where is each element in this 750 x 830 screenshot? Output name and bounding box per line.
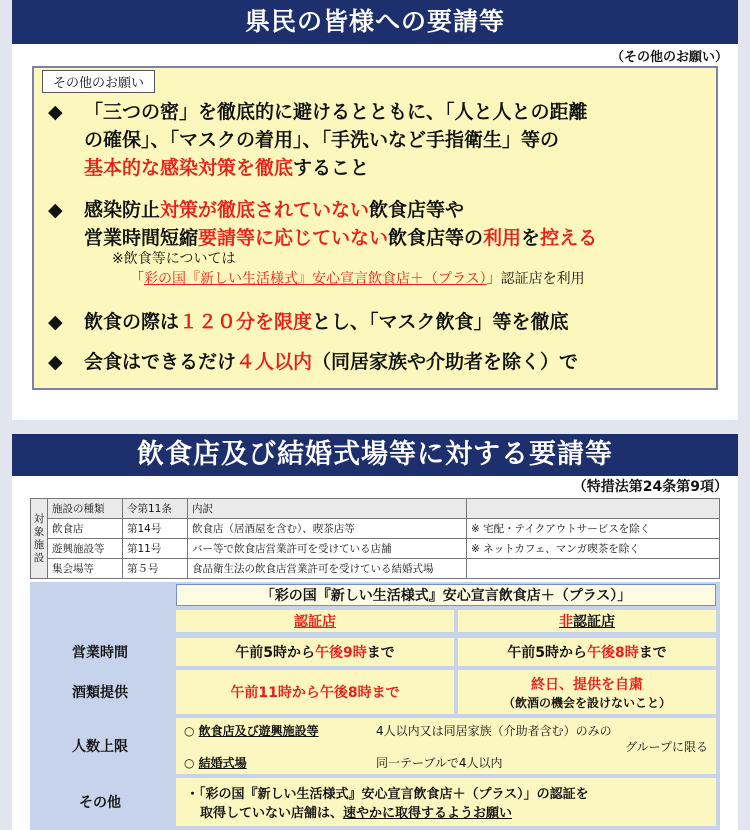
non-certified-alcohol: 終日、提供を自粛 （飲酒の機会を設けないこと） bbox=[458, 670, 716, 714]
grid-corner bbox=[30, 582, 170, 634]
certified-hours: 午前5時から午後9時まで bbox=[176, 638, 454, 666]
diamond-bullet-icon: ◆ bbox=[48, 101, 63, 123]
col-certified: 認証店 bbox=[176, 610, 454, 632]
facility-table bbox=[30, 498, 720, 579]
certified-store-note: 「彩の国『新しい生活様式』安心宣言飲食店＋（プラス）」認証店を利用 bbox=[130, 271, 585, 287]
section2-subtitle: （特措法第24条第9項） bbox=[572, 479, 728, 495]
section2-title: 飲食店及び結婚式場等に対する要請等 bbox=[12, 434, 738, 476]
group-limit-details: ○ 飲食店及び遊興施設等 4人以内又は同居家族（介助者含む）のみの グループに限る ○ 結婚式場 同一テーブルで4人以内 bbox=[176, 718, 716, 774]
bullet-three-cs: ◆ 「三つの密」を徹底的に避けるとともに、「人と人との距離 の確保」、「マスクの着用」、「手洗いなど手指衛生」等の 基本的な感染対策を徹底すること bbox=[48, 98, 708, 182]
certified-program-header: 「彩の国『新しい生活様式』安心宣言飲食店＋（プラス）」 bbox=[176, 584, 716, 606]
col-non-certified: 非認証店 bbox=[458, 610, 716, 632]
row-label-group-limit: 人数上限 bbox=[30, 718, 170, 774]
dining-note: ※飲食等については bbox=[112, 251, 236, 267]
other-requests-tag: その他のお願い bbox=[42, 70, 155, 93]
facility-table-header: 対 象 施 設 施設の種類 令第11条 内訳 bbox=[31, 499, 720, 519]
row-label-alcohol: 酒類提供 bbox=[30, 670, 170, 714]
row-label-other: その他 bbox=[30, 778, 170, 826]
diamond-bullet-icon: ◆ bbox=[48, 351, 63, 373]
requirements-grid bbox=[30, 582, 720, 830]
table-row: 集会場等 第５号 食品衛生法の飲食店営業許可を受けている結婚式場 bbox=[31, 559, 720, 579]
non-certified-hours: 午前5時から午後8時まで bbox=[458, 638, 716, 666]
bullet-four-people: ◆ 会食はできるだけ４人以内（同居家族や介助者を除く）で bbox=[48, 348, 708, 376]
diamond-bullet-icon: ◆ bbox=[48, 199, 63, 221]
bullet-avoid-restaurants: ◆ 感染防止対策が徹底されていない飲食店等や 営業時間短縮要請等に応じていない飲食店等の利用を控える bbox=[48, 196, 708, 252]
table-row: 飲食店 第14号 飲食店（居酒屋を含む）、喫茶店等 ※ 宅配・テイクアウトサービスを除く bbox=[31, 519, 720, 539]
section1-subtitle: （その他のお願い） bbox=[610, 50, 728, 65]
row-label-hours: 営業時間 bbox=[30, 638, 170, 666]
residents-request-panel bbox=[12, 0, 738, 420]
diamond-bullet-icon: ◆ bbox=[48, 311, 63, 333]
other-details: ・「彩の国『新しい生活様式』安心宣言飲食店＋（プラス）」の認証を 取得していない店舗は、速やかに取得するようお願い bbox=[176, 778, 716, 826]
certified-alcohol: 午前11時から午後8時まで bbox=[176, 670, 454, 714]
other-requests-box bbox=[32, 66, 718, 390]
table-row: 遊興施設等 第11号 バー等で飲食店営業許可を受けている店舗 ※ ネットカフェ、マンガ喫茶を除く bbox=[31, 539, 720, 559]
restaurant-request-panel bbox=[12, 434, 738, 830]
bullet-120-minutes: ◆ 飲食の際は１２０分を限度とし、「マスク飲食」等を徹底 bbox=[48, 308, 708, 336]
facility-side-label: 対 象 施 設 bbox=[31, 499, 48, 579]
section1-title: 県民の皆様への要請等 bbox=[12, 0, 738, 44]
